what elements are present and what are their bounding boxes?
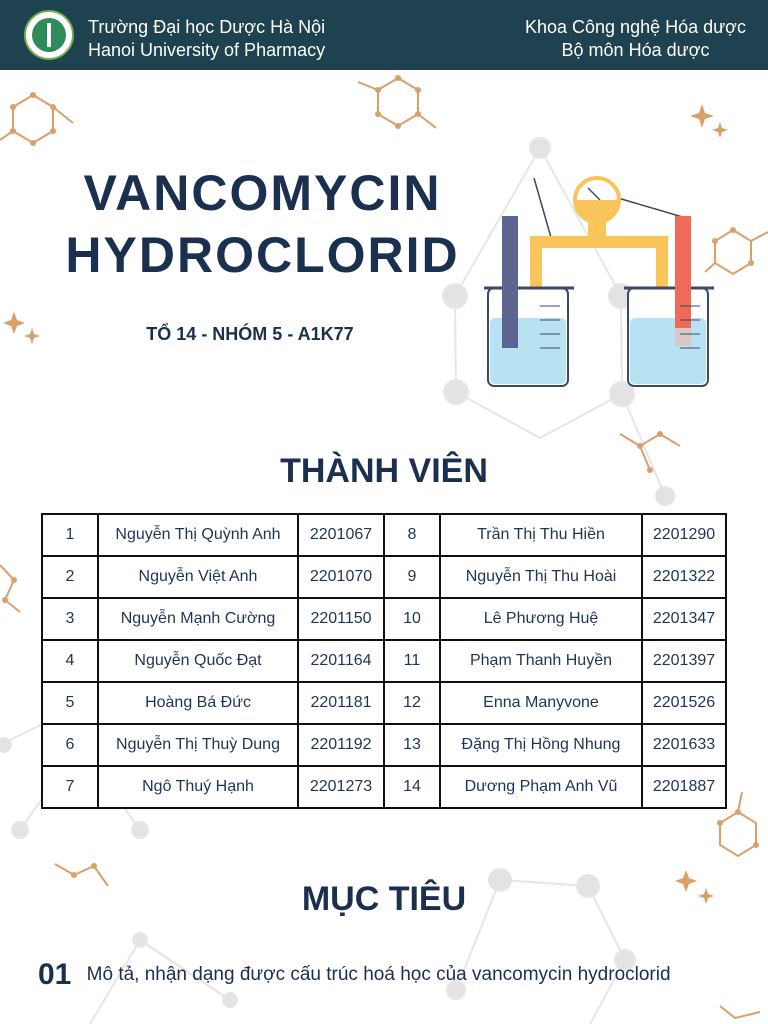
member-number: 14	[384, 766, 440, 808]
table-row	[42, 766, 726, 808]
member-id: 2201397	[642, 640, 726, 682]
member-id: 2201322	[642, 556, 726, 598]
member-number: 6	[42, 724, 98, 766]
objective-number: 01	[38, 958, 72, 991]
member-name: Enna Manyvone	[440, 682, 642, 724]
member-name: Dương Phạm Anh Vũ	[440, 766, 642, 808]
member-number: 13	[384, 724, 440, 766]
member-name: Ngô Thuý Hạnh	[98, 766, 298, 808]
page-title	[40, 162, 485, 286]
member-id: 2201070	[298, 556, 384, 598]
member-name: Nguyễn Quốc Đạt	[98, 640, 298, 682]
member-id: 2201290	[642, 514, 726, 556]
table-row	[42, 640, 726, 682]
school-name	[88, 16, 325, 62]
electrochemical-cell-icon	[478, 170, 728, 390]
member-id: 2201181	[298, 682, 384, 724]
member-name: Trần Thị Thu Hiền	[440, 514, 642, 556]
member-number: 3	[42, 598, 98, 640]
member-number: 9	[384, 556, 440, 598]
objective-text: Mô tả, nhận dạng được cấu trúc hoá học của vancomycin hydroclorid	[86, 964, 671, 985]
members-title: THÀNH VIÊN	[280, 452, 488, 490]
department-info	[525, 16, 746, 62]
table-row	[42, 556, 726, 598]
member-number: 1	[42, 514, 98, 556]
header-bar	[0, 0, 768, 70]
table-row	[42, 598, 726, 640]
member-number: 11	[384, 640, 440, 682]
member-name: Nguyễn Thị Quỳnh Anh	[98, 514, 298, 556]
member-name: Đặng Thị Hồng Nhung	[440, 724, 642, 766]
table-row	[42, 682, 726, 724]
member-name: Nguyễn Thị Thu Hoài	[440, 556, 642, 598]
member-name: Phạm Thanh Huyền	[440, 640, 642, 682]
title-line-2: HYDROCLORID	[65, 227, 460, 283]
member-number: 4	[42, 640, 98, 682]
member-id: 2201887	[642, 766, 726, 808]
member-number: 7	[42, 766, 98, 808]
objective-item	[38, 958, 671, 992]
faculty-name: Khoa Công nghệ Hóa dược	[524, 17, 746, 37]
member-id: 2201526	[642, 682, 726, 724]
member-name: Nguyễn Việt Anh	[98, 556, 298, 598]
school-name-vi: Trường Đại học Dược Hà Nội	[88, 17, 326, 37]
member-id: 2201633	[642, 724, 726, 766]
member-name: Nguyễn Mạnh Cường	[98, 598, 298, 640]
member-id: 2201164	[298, 640, 384, 682]
member-name: Lê Phương Huệ	[440, 598, 642, 640]
member-id: 2201273	[298, 766, 384, 808]
member-number: 8	[384, 514, 440, 556]
member-id: 2201347	[642, 598, 726, 640]
department-name: Bộ môn Hóa dược	[561, 40, 710, 60]
member-name: Nguyễn Thị Thuỳ Dung	[98, 724, 298, 766]
member-id: 2201067	[298, 514, 384, 556]
member-number: 2	[42, 556, 98, 598]
group-subtitle: TỔ 14 - NHÓM 5 - A1K77	[146, 324, 354, 344]
university-logo-icon	[24, 10, 74, 60]
member-name: Hoàng Bá Đức	[98, 682, 298, 724]
member-id: 2201150	[298, 598, 384, 640]
member-number: 10	[384, 598, 440, 640]
objectives-title: MỤC TIÊU	[301, 880, 467, 918]
table-row	[42, 724, 726, 766]
table-row	[42, 514, 726, 556]
members-table	[41, 513, 727, 809]
member-number: 12	[384, 682, 440, 724]
member-number: 5	[42, 682, 98, 724]
member-id: 2201192	[298, 724, 384, 766]
school-name-en: Hanoi University of Pharmacy	[88, 40, 326, 60]
title-line-1: VANCOMYCIN	[83, 165, 442, 221]
